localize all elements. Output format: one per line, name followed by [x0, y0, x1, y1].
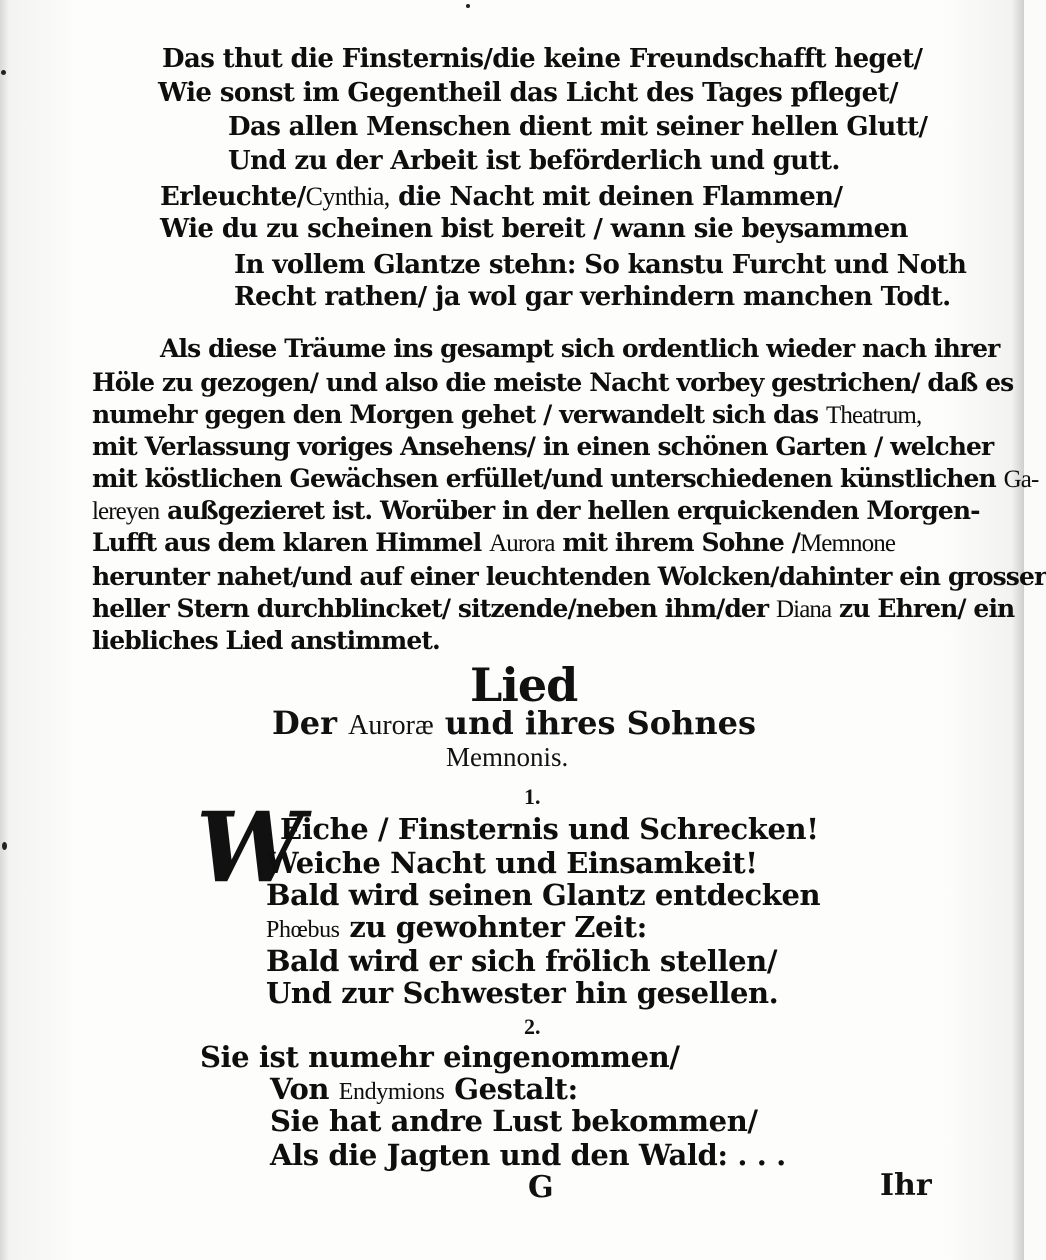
signature-mark: G — [528, 1170, 554, 1205]
prose-line: Höle zu gezogen/ und also die meiste Nacht vorbey gestrichen/ daß es — [92, 368, 1014, 397]
stanza-number: 2. — [524, 1014, 541, 1039]
page-right-edge — [1010, 0, 1024, 1260]
song-line: Eiche / Finsternis und Schrecken! — [280, 812, 819, 846]
poem-line: Das allen Menschen dient mit seiner hellen Glutt/ — [228, 112, 928, 142]
song-line: Sie hat andre Lust bekommen/ — [270, 1104, 758, 1138]
prose-line: numehr gegen den Morgen gehet / verwandelt sich das Theatrum, — [92, 400, 922, 429]
song-line: Als die Jagten und den Wald: . . . — [270, 1138, 786, 1172]
song-line: Sie ist numehr eingenommen/ — [200, 1040, 680, 1074]
prose-line: mit Verlassung voriges Ansehens/ in einen schönen Garten / welcher — [92, 432, 994, 461]
stanza-number: 1. — [524, 784, 541, 809]
poem-line: Erleuchte/Cynthia, die Nacht mit deinen Flammen/ — [160, 182, 843, 212]
song-line: Phœbus zu gewohnter Zeit: — [266, 910, 647, 944]
song-subtitle: Der Auroræ und ihres Sohnes — [272, 704, 756, 742]
printer-speck — [466, 4, 470, 8]
song-line: Von Endymions Gestalt: — [270, 1072, 578, 1106]
prose-line: Lufft aus dem klaren Himmel Aurora mit ihrem Sohne /Memnone — [92, 528, 896, 557]
prose-line: herunter nahet/und auf einer leuchtenden Wolcken/dahinter ein grosser — [92, 562, 1046, 591]
song-line: Und zur Schwester hin gesellen. — [266, 976, 779, 1010]
prose-line: lereyen außgezieret ist. Worüber in der hellen erquickenden Morgen- — [92, 496, 980, 525]
prose-line: liebliches Lied anstimmet. — [92, 626, 440, 655]
song-line: Bald wird er sich frölich stellen/ — [266, 944, 778, 978]
song-line: Bald wird seinen Glantz entdecken — [266, 878, 821, 912]
prose-line: Als diese Träume ins gesampt sich ordentlich wieder nach ihrer — [160, 334, 1000, 363]
poem-line: Das thut die Finsternis/die keine Freundschafft heget/ — [162, 44, 923, 74]
catchword: Ihr — [880, 1168, 932, 1203]
binding-mark — [2, 842, 7, 850]
poem-line: Wie sonst im Gegentheil das Licht des Tages pfleget/ — [158, 78, 898, 108]
poem-line: Recht rathen/ ja wol gar verhindern manchen Todt. — [234, 282, 951, 312]
prose-line: mit köstlichen Gewächsen erfüllet/und unterschiedenen künstlichen Ga- — [92, 464, 1039, 493]
prose-line: heller Stern durchblincket/ sitzende/neben ihm/der Diana zu Ehren/ ein — [92, 594, 1015, 623]
poem-line: Wie du zu scheinen bist bereit / wann sie beysammen — [160, 214, 908, 244]
page-left-edge — [0, 0, 10, 1260]
song-name: Memnonis. — [446, 742, 569, 772]
drop-capital: W — [196, 791, 304, 904]
binding-mark — [1, 70, 6, 75]
song-title: Lied — [470, 658, 578, 712]
song-line: Weiche Nacht und Einsamkeit! — [266, 846, 758, 880]
poem-line: Und zu der Arbeit ist beförderlich und gutt. — [228, 146, 840, 176]
poem-line: In vollem Glantze stehn: So kanstu Furcht und Noth — [234, 250, 967, 280]
